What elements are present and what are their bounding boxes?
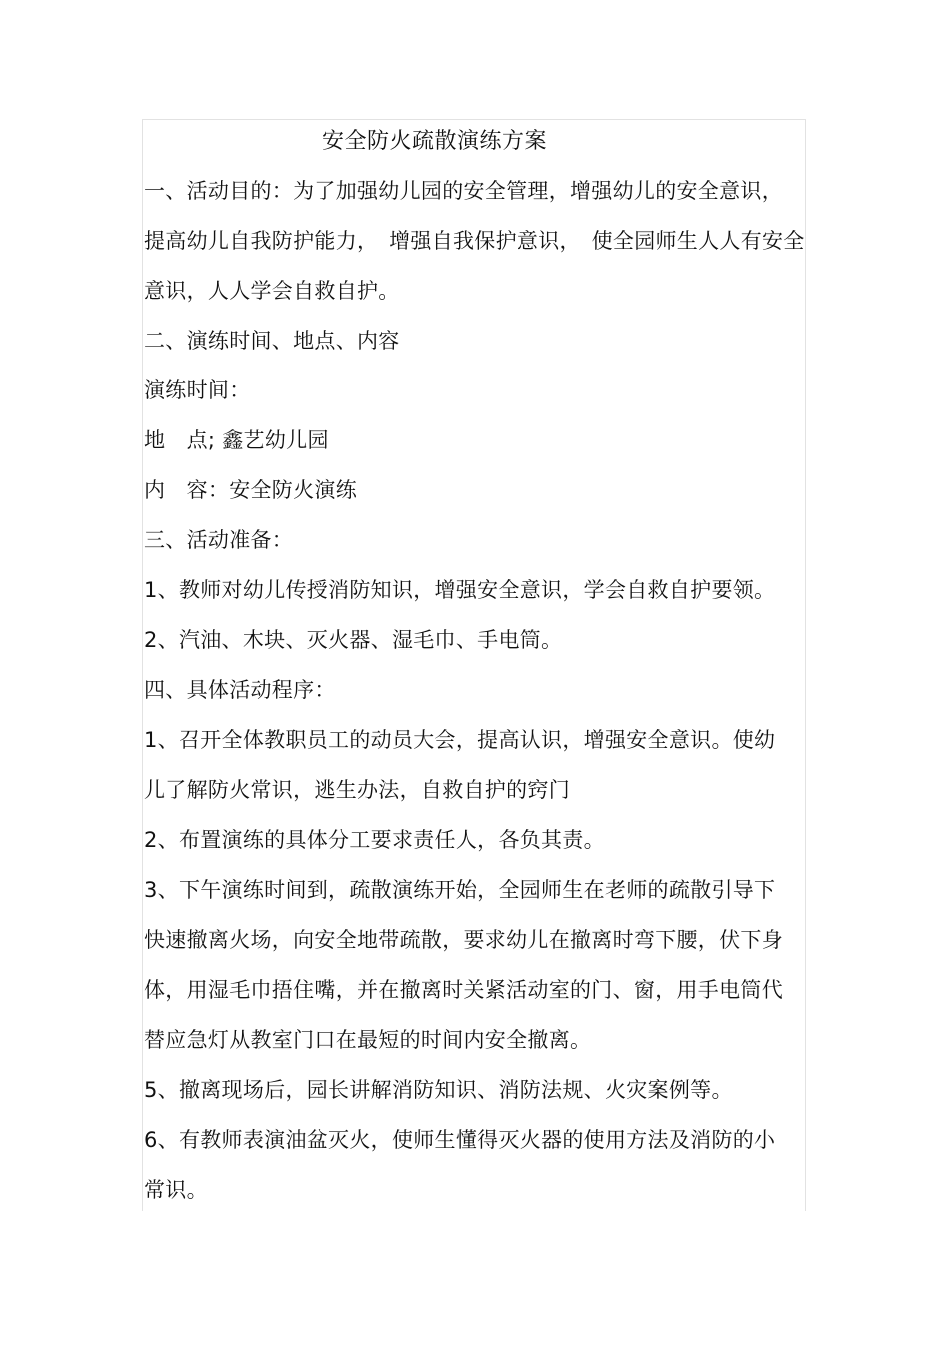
text-line-3: 意识，人人学会自救自护。: [144, 279, 400, 303]
text-line-drill-time: 演练时间：: [144, 378, 251, 402]
text-line-step-3b: 快速撤离火场，向安全地带疏散，要求幼儿在撤离时弯下腰，伏下身: [144, 928, 783, 952]
text-line-step-3c: 体，用湿毛巾捂住嘴，并在撤离时关紧活动室的门、窗，用手电筒代: [144, 978, 783, 1002]
text-line-step-2: 2、布置演练的具体分工要求责任人，各负其责。: [144, 828, 605, 852]
text-line-step-3d: 替应急灯从教室门口在最短的时间内安全撤离。: [144, 1028, 592, 1052]
text-line-step-5: 5、撤离现场后，园长讲解消防知识、消防法规、火灾案例等。: [144, 1078, 733, 1102]
text-line-content: 内 容：安全防火演练: [144, 478, 357, 502]
section-heading-4: 四、具体活动程序：: [144, 678, 336, 702]
text-line-step-6b: 常识。: [144, 1178, 208, 1202]
text-line-prep-1: 1、教师对幼儿传授消防知识，增强安全意识，学会自救自护要领。: [144, 578, 776, 602]
text-line-location: 地 点; 鑫艺幼儿园: [144, 428, 329, 452]
text-line-step-1a: 1、召开全体教职员工的动员大会，提高认识，增强安全意识。使幼: [144, 728, 776, 752]
section-heading-3: 三、活动准备：: [144, 528, 294, 552]
document-title: 安全防火疏散演练方案: [322, 129, 548, 154]
text-line-2: 提高幼儿自我防护能力， 增强自我保护意识， 使全园师生人人有安全: [144, 229, 805, 253]
text-line-step-1b: 儿了解防火常识，逃生办法，自救自护的窍门: [144, 778, 570, 802]
text-line-1: 一、活动目的：为了加强幼儿园的安全管理，增强幼儿的安全意识，: [144, 179, 783, 203]
text-line-prep-2: 2、汽油、木块、灭火器、湿毛巾、手电筒。: [144, 628, 563, 652]
text-line-step-3a: 3、下午演练时间到，疏散演练开始，全园师生在老师的疏散引导下: [144, 878, 776, 902]
section-heading-2: 二、演练时间、地点、内容: [144, 329, 400, 353]
text-line-step-6a: 6、有教师表演油盆灭火，使师生懂得灭火器的使用方法及消防的小: [144, 1128, 776, 1152]
